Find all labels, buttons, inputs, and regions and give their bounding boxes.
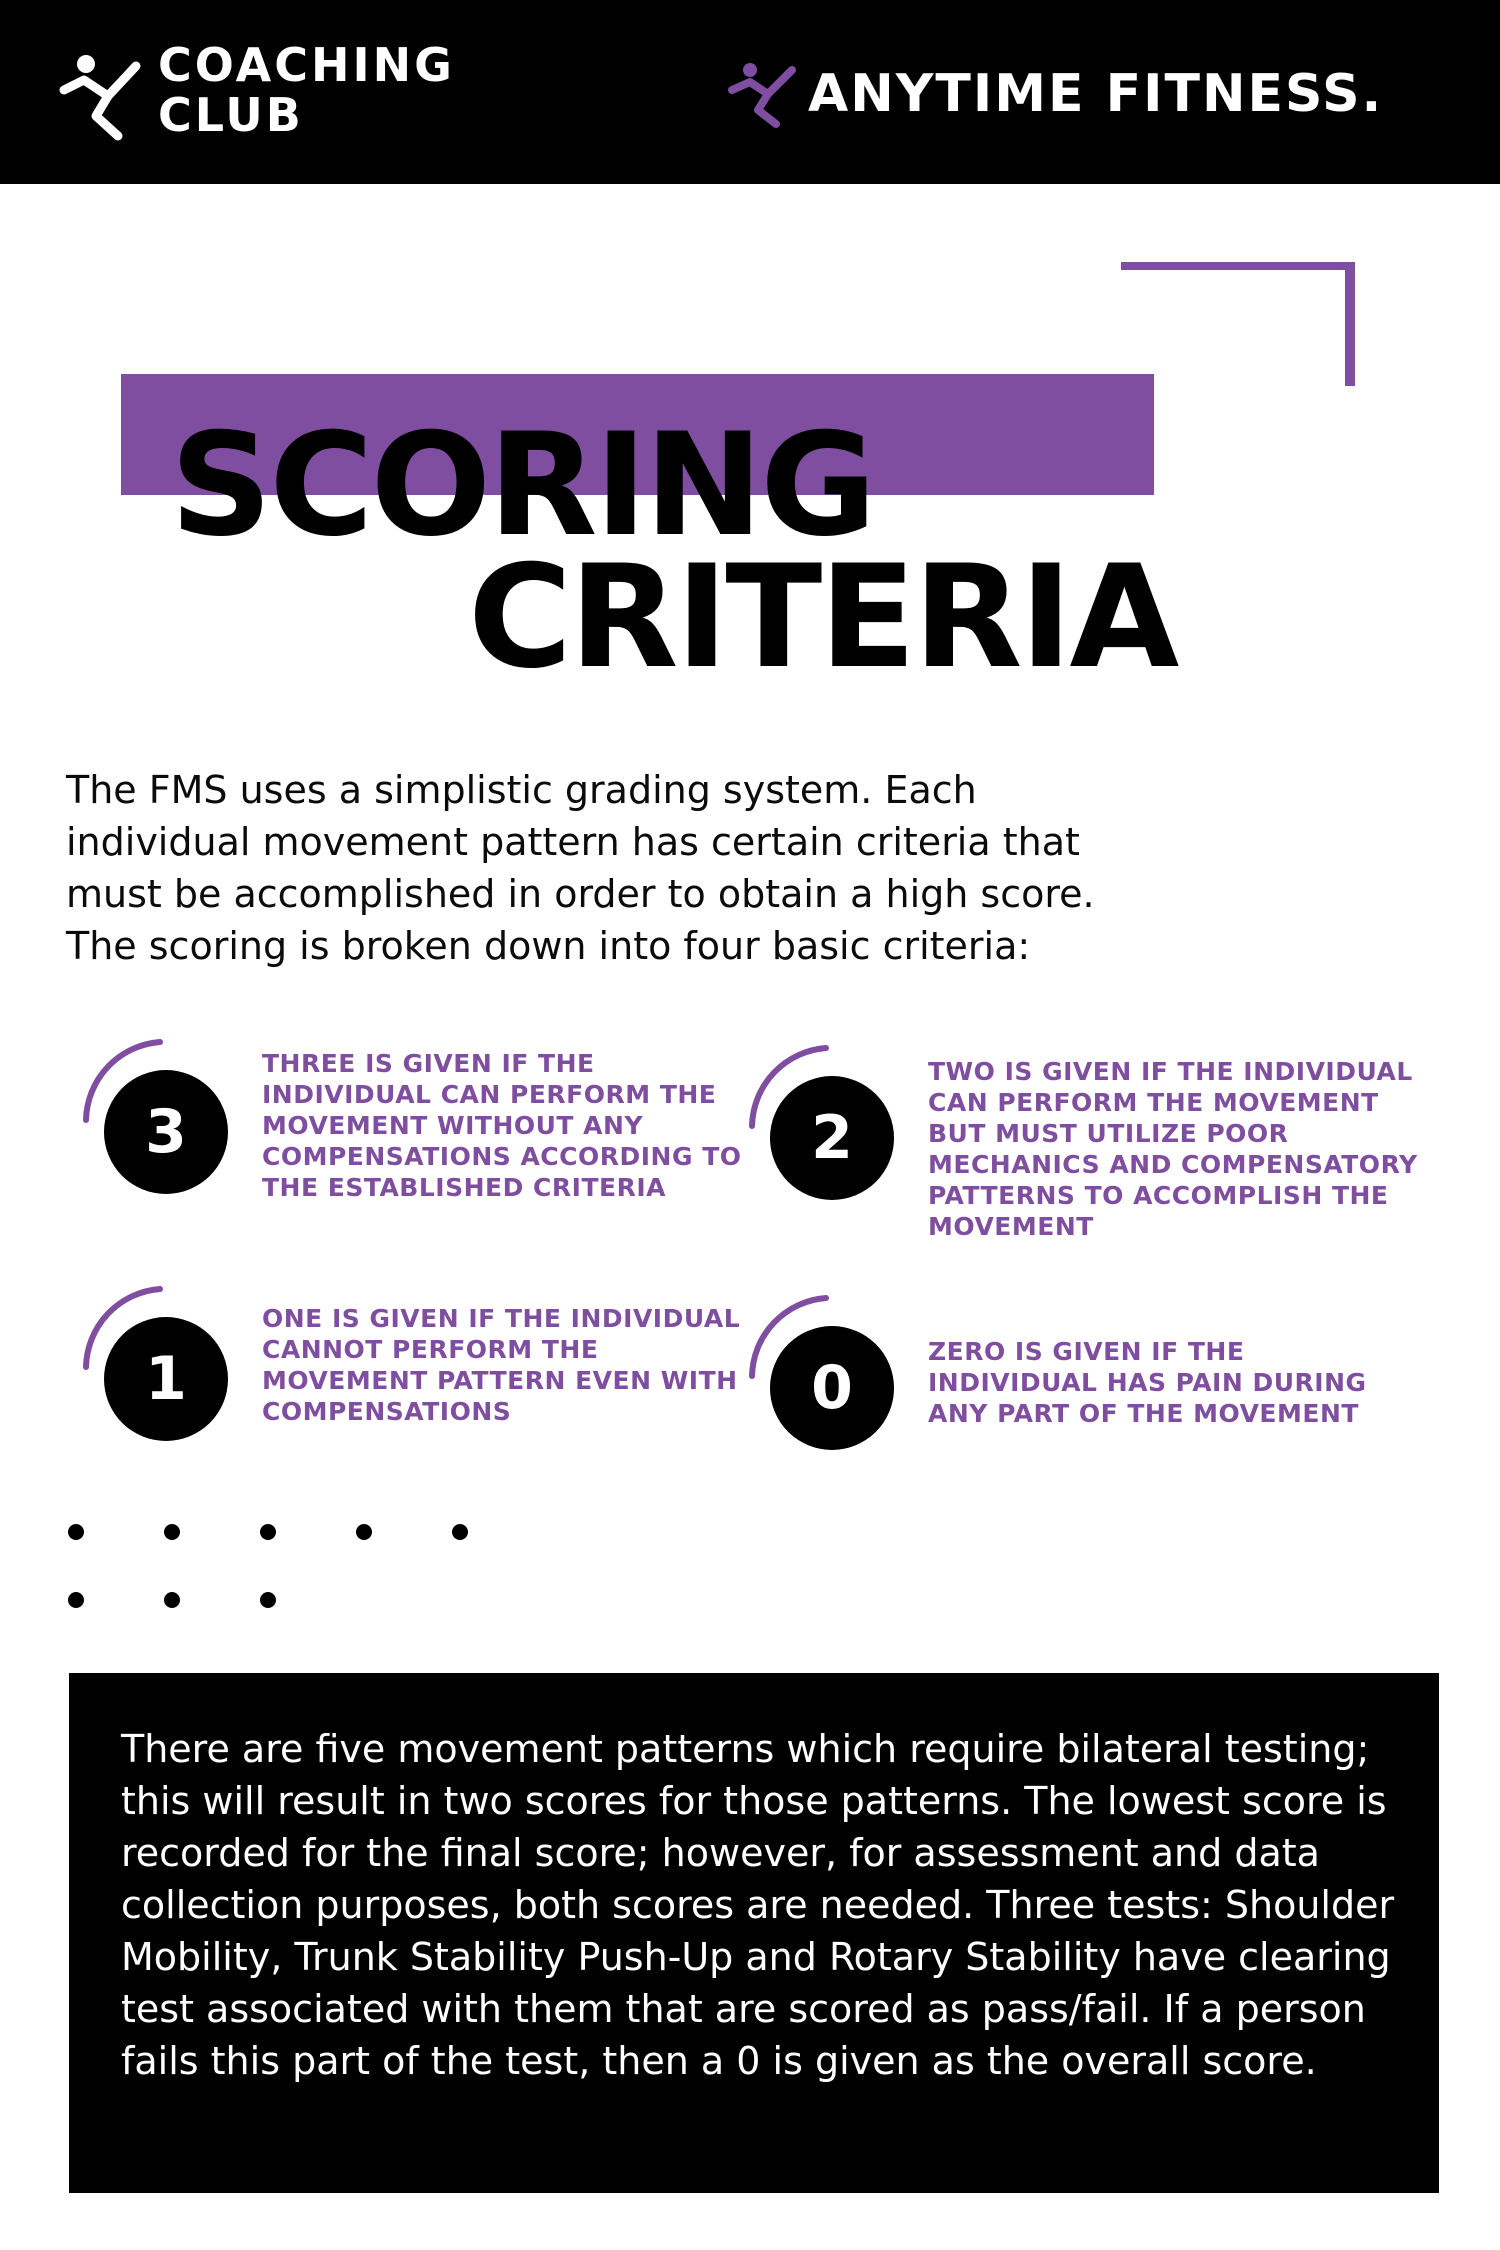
anytime-fitness-wordmark: ANYTIME FITNESS. [808, 64, 1384, 124]
coaching-club-logo [58, 40, 458, 150]
note-box [69, 1673, 1439, 2193]
score-item-0 [744, 1290, 1434, 1480]
dot [356, 1524, 372, 1540]
page-title-line2: CRITERIA [468, 535, 1177, 700]
coaching-club-line1: COACHING [158, 38, 455, 92]
score-description: ZERO IS GIVEN IF THE INDIVIDUAL HAS PAIN DURING ANY PART OF THE MOVEMENT [928, 1337, 1367, 1428]
anytime-fitness-logo [728, 56, 1448, 136]
score-description: TWO IS GIVEN IF THE INDIVIDUAL CAN PERFORM THE MOVEMENT BUT MUST UTILIZE POOR MECHANICS AND COMPENSATORY PATTERNS TO ACCOMPLISH THE MOVEMENT [928, 1057, 1418, 1241]
score-item-3 [78, 1034, 742, 1224]
intro-paragraph: The FMS uses a simplistic grading system. Each individual movement pattern has certain criteria that must be accomplished in order to obtain a high score. The scoring is broken down into four basic criteria: [66, 768, 1095, 968]
coaching-club-wordmark [158, 40, 455, 140]
note-text: There are five movement patterns which require bilateral testing; this will result in two scores for those patterns. The lowest score is recorded for the final score; however, for assessment and data collection purposes, both scores are needed. Three tests: Shoulder Mobility, Trunk Stability Push-Up and Rotary Stability have clearing test associated with them that are scored as pass/fail. If a person fails this part of the test, then a 0 is given as the overall score. [121, 1727, 1395, 2083]
page-title-line1: SCORING [170, 403, 874, 568]
dot [68, 1592, 84, 1608]
dot-pattern-decoration [68, 1524, 488, 1604]
dot [260, 1592, 276, 1608]
dot [164, 1592, 180, 1608]
score-description: THREE IS GIVEN IF THE INDIVIDUAL CAN PERFORM THE MOVEMENT WITHOUT ANY COMPENSATIONS ACCORDING TO THE ESTABLISHED CRITERIA [262, 1049, 742, 1202]
dot [452, 1524, 468, 1540]
score-item-1 [78, 1281, 741, 1471]
score-number-badge: 0 [770, 1326, 894, 1450]
running-figure-icon [728, 60, 802, 130]
score-number-badge: 2 [770, 1076, 894, 1200]
corner-bracket-decoration [1121, 262, 1355, 386]
dot [68, 1524, 84, 1540]
score-number-badge: 3 [104, 1070, 228, 1194]
score-description: ONE IS GIVEN IF THE INDIVIDUAL CANNOT PERFORM THE MOVEMENT PATTERN EVEN WITH COMPENSATIONS [262, 1304, 741, 1426]
header-bar [0, 0, 1500, 184]
coaching-club-line2: CLUB [158, 88, 304, 142]
dot [260, 1524, 276, 1540]
dot [164, 1524, 180, 1540]
score-item-2 [744, 1040, 1434, 1241]
score-number-badge: 1 [104, 1317, 228, 1441]
running-figure-icon [58, 52, 150, 142]
